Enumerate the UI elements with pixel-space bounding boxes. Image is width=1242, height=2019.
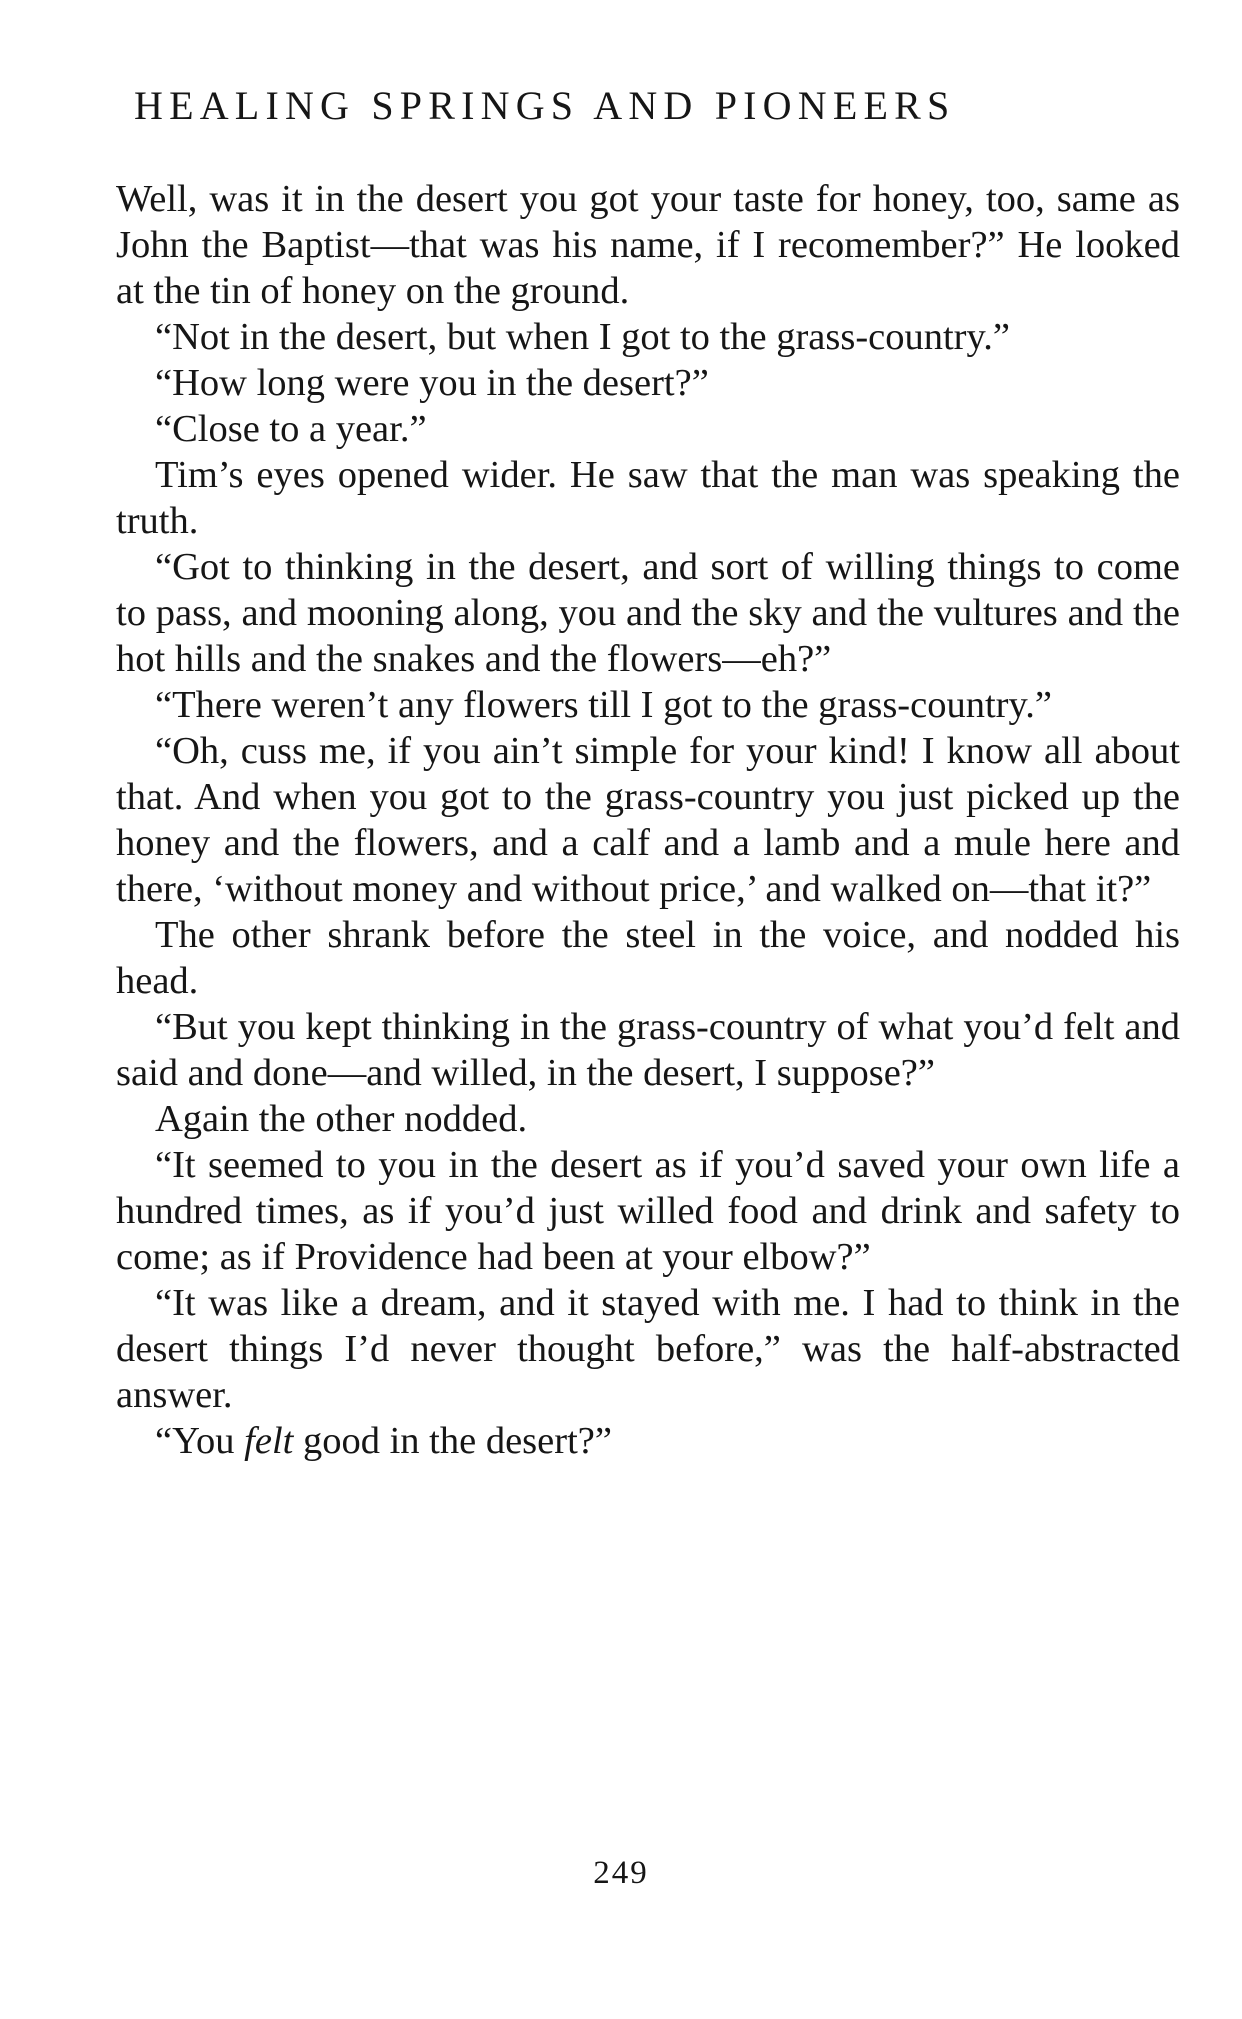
paragraph-8: “Oh, cuss me, if you ain’t simple for your kind! I know all about that. And when you got to the grass-country you just picked up the honey and the flowers, and a calf and a lamb and a mule here and there, ‘without money and without price,’ and walked on—that it?” [116,730,1180,910]
paragraph-14 [116,1418,1180,1464]
paragraph-14-end: good in the desert?” [293,1420,612,1462]
body-text [116,176,1180,1464]
italic-word: felt [244,1420,294,1462]
paragraph-1: Well, was it in the desert you got your taste for honey, too, same as John the Baptist—that was his name, if I recomember?” He looked at the tin of honey on the ground. [116,178,1180,312]
paragraph-5: Tim’s eyes opened wider. He saw that the man was speaking the truth. [116,454,1180,542]
paragraph-9: The other shrank before the steel in the voice, and nodded his head. [116,914,1180,1002]
paragraph-7: “There weren’t any flowers till I got to the grass-country.” [155,684,1052,726]
page-number: 249 [593,1855,649,1891]
paragraph-10: “But you kept thinking in the grass-country of what you’d felt and said and done—and willed, in the desert, I suppose?” [116,1006,1180,1094]
paragraph-12: “It seemed to you in the desert as if you’d saved your own life a hundred times, as if you’d just willed food and drink and safety to come; as if Providence had been at your elbow?” [116,1144,1180,1278]
running-head: HEALING SPRINGS AND PIONEERS [134,83,956,128]
paragraph-3: “How long were you in the desert?” [155,362,709,404]
paragraph-6: “Got to thinking in the desert, and sort of willing things to come to pass, and mooning along, you and the sky and the vultures and the hot hills and the snakes and the flowers—eh?” [116,546,1180,680]
paragraph-14-start: “You [155,1420,245,1462]
paragraph-4: “Close to a year.” [155,408,427,450]
paragraph-11: Again the other nodded. [155,1098,528,1140]
paragraph-2: “Not in the desert, but when I got to the grass-country.” [155,316,1010,358]
paragraph-13: “It was like a dream, and it stayed with me. I had to think in the desert things I’d never thought before,” was the half-abstracted answer. [116,1282,1180,1416]
